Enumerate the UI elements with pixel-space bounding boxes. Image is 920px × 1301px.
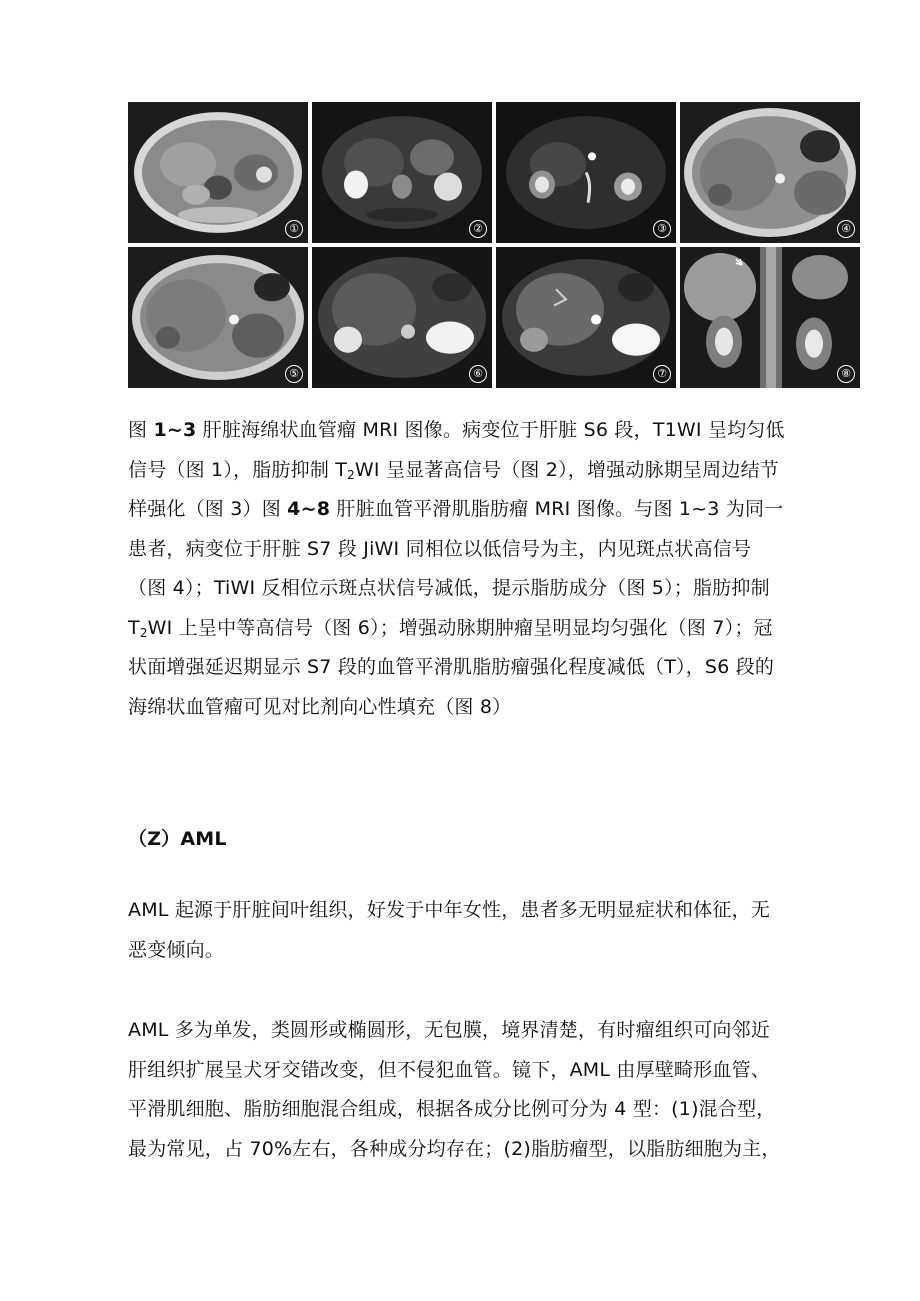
mri-panel-3	[496, 102, 676, 243]
mri-image-8	[680, 247, 860, 388]
mri-panel-4	[680, 102, 860, 243]
mri-image-1	[128, 102, 308, 243]
mri-figure-grid	[128, 102, 860, 388]
section-heading: （Z）AML	[128, 828, 227, 850]
mri-panel-5	[128, 247, 308, 388]
mri-panel-8	[680, 247, 860, 388]
mri-panel-2	[312, 102, 492, 243]
caption-line-8: 海绵状血管瘤可见对比剂向心性填充（图 8）	[128, 695, 512, 718]
panel-number-8: ⑧	[837, 365, 855, 383]
paragraph-1	[128, 891, 808, 970]
panel-number-1: ①	[285, 220, 303, 238]
paragraph-2	[128, 1011, 808, 1169]
mri-image-7	[496, 247, 676, 388]
paragraph-2-line-1: AML 多为单发，类圆形或椭圆形，无包膜，境界清楚，有时瘤组织可向邻近	[128, 1019, 771, 1041]
paragraph-1-line-1: AML 起源于肝脏间叶组织，好发于中年女性，患者多无明显症状和体征，无	[128, 899, 771, 921]
panel-number-5: ⑤	[285, 365, 303, 383]
mri-image-5	[128, 247, 308, 388]
figure-caption	[128, 411, 808, 727]
panel-number-7: ⑦	[653, 365, 671, 383]
mri-image-2	[312, 102, 492, 243]
panel-number-4: ④	[837, 220, 855, 238]
caption-line-3: 样强化（图 3）图 4~8 肝脏血管平滑肌脂肪瘤 MRI 图像。与图 1~3 为同一	[128, 498, 784, 520]
panel-number-6: ⑥	[469, 365, 487, 383]
paragraph-1-line-2: 恶变倾向。	[128, 938, 225, 961]
panel-number-3: ③	[653, 220, 671, 238]
mri-image-4	[680, 102, 860, 243]
paragraph-2-line-3: 平滑肌细胞、脂肪细胞混合组成，根据各成分比例可分为 4 型：(1)混合型，	[128, 1098, 776, 1120]
mri-panel-6	[312, 247, 492, 388]
paragraph-2-line-2: 肝组织扩展呈犬牙交错改变，但不侵犯血管。镜下，AML 由厚壁畸形血管、	[128, 1058, 771, 1081]
caption-line-1: 图 1~3 肝脏海绵状血管瘤 MRI 图像。病变位于肝脏 S6 段，T1WI 呈均匀低	[128, 419, 785, 441]
caption-line-4: 患者，病变位于肝脏 S7 段 JiWI 同相位以低信号为主，内见斑点状高信号	[128, 537, 752, 560]
caption-line-2: 信号（图 1），脂肪抑制 $T_2WI$ 呈显著高信号（图 2），增强动脉期呈周边结节	[128, 458, 779, 482]
mri-image-3	[496, 102, 676, 243]
panel-number-2: ②	[469, 220, 487, 238]
caption-line-6: $T_2WI$ 上呈中等高信号（图 6）；增强动脉期肿瘤呈明显均匀强化（图 7）；冠	[128, 616, 773, 640]
mri-image-6	[312, 247, 492, 388]
caption-line-5: （图 4）；TiWI 反相位示斑点状信号减低，提示脂肪成分（图 5）；脂肪抑制	[128, 577, 770, 599]
caption-line-7: 状面增强延迟期显示 S7 段的血管平滑肌脂肪瘤强化程度减低（T），S6 段的	[128, 656, 775, 678]
mri-panel-7	[496, 247, 676, 388]
paragraph-2-line-4: 最为常见，占 70%左右，各种成分均存在；(2)脂肪瘤型，以脂肪细胞为主，	[128, 1137, 781, 1160]
mri-panel-1	[128, 102, 308, 243]
